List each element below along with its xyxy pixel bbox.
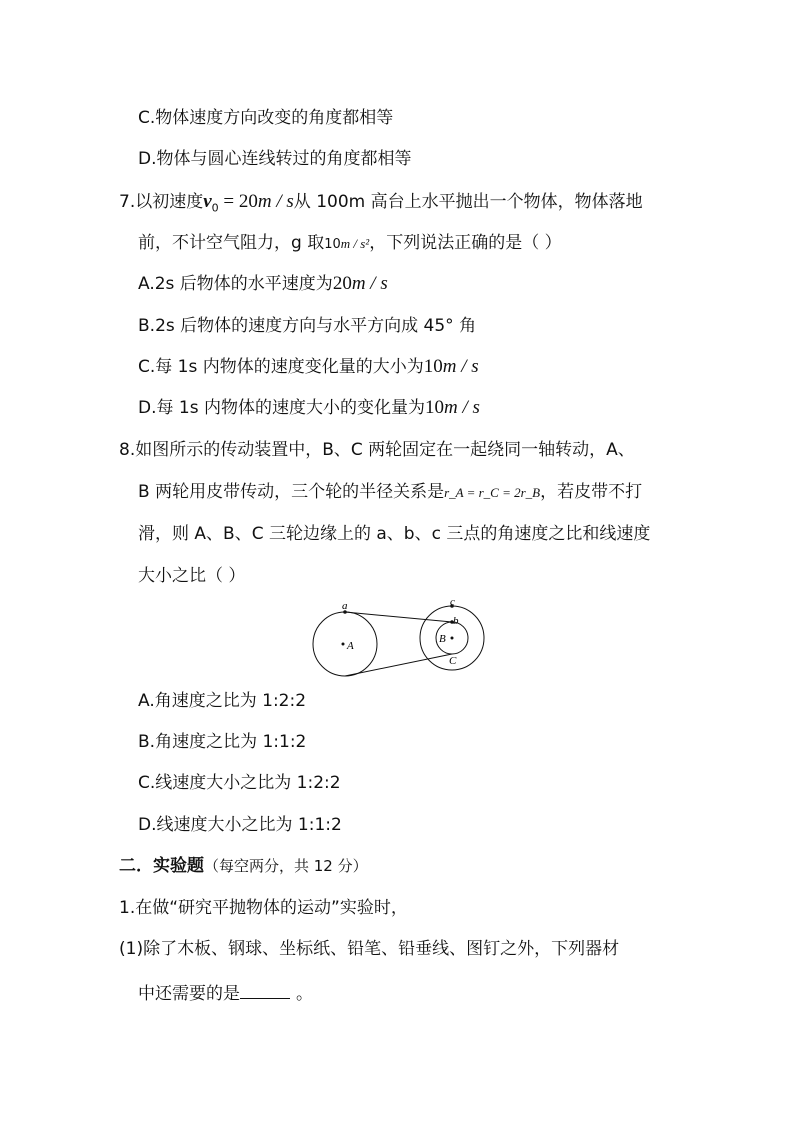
q8-option-c: C.线速度大小之比为 1:2:2 [138,773,341,793]
q8-option-a: A.角速度之比为 1:2:2 [138,691,307,711]
q7-option-c: C.每 1s 内物体的速度变化量的大小为10m / s [138,356,479,377]
wheel-a [313,612,377,676]
section-heading: 二．实验题（每空两分，共 12 分） [119,856,368,876]
q8-option-d: D.线速度大小之比为 1:1:2 [138,815,342,835]
label-B: B [439,633,446,645]
belt-top [345,612,452,622]
q8-option-b: B.角速度之比为 1:1:2 [138,732,307,752]
q8-line1: 8.如图所示的传动装置中，B、C 两轮固定在一起绕同一轴转动，A、 [119,440,635,460]
q8-line4: 大小之比（ ） [138,566,246,586]
q7-option-d: D.每 1s 内物体的速度大小的变化量为10m / s [138,397,480,418]
exp1-intro: 1.在做“研究平抛物体的运动”实验时， [119,898,408,918]
exp1-part1-line1: (1)除了木板、钢球、坐标纸、铅笔、铅垂线、图钉之外，下列器材 [119,939,620,959]
label-c: c [450,597,455,608]
q7-line2: 前，不计空气阻力，g 取10m / s²，下列说法正确的是（ ） [138,233,562,253]
q7-option-a: A.2s 后物体的水平速度为20m / s [138,273,388,294]
label-b: b [453,615,459,627]
exp1-part1-line2: 中还需要的是 。 [138,980,313,1006]
center-bc [451,637,454,640]
label-C: C [449,655,457,667]
pulley-diagram [310,597,490,677]
label-a: a [342,600,348,612]
label-A: A [347,640,354,652]
q7-line1: 7.以初速度$v_0 = 20m / s$从 100m 高台上水平抛出一个物体，物体落地 [119,191,643,215]
center-a [342,643,345,646]
q8-line3: 滑，则 A、B、C 三轮边缘上的 a、b、c 三点的角速度之比和线速度 [138,524,651,544]
answer-blank[interactable] [240,980,290,999]
q6-option-c: C.物体速度方向改变的角度都相等 [138,108,394,128]
belt-bottom [345,654,452,676]
q6-option-d: D.物体与圆心连线转过的角度都相等 [138,149,412,169]
q7-option-b: B.2s 后物体的速度方向与水平方向成 45° 角 [138,316,477,336]
q8-line2: B 两轮用皮带传动，三个轮的半径关系是r_A = r_C = 2r_B，若皮带不打 [138,482,643,502]
